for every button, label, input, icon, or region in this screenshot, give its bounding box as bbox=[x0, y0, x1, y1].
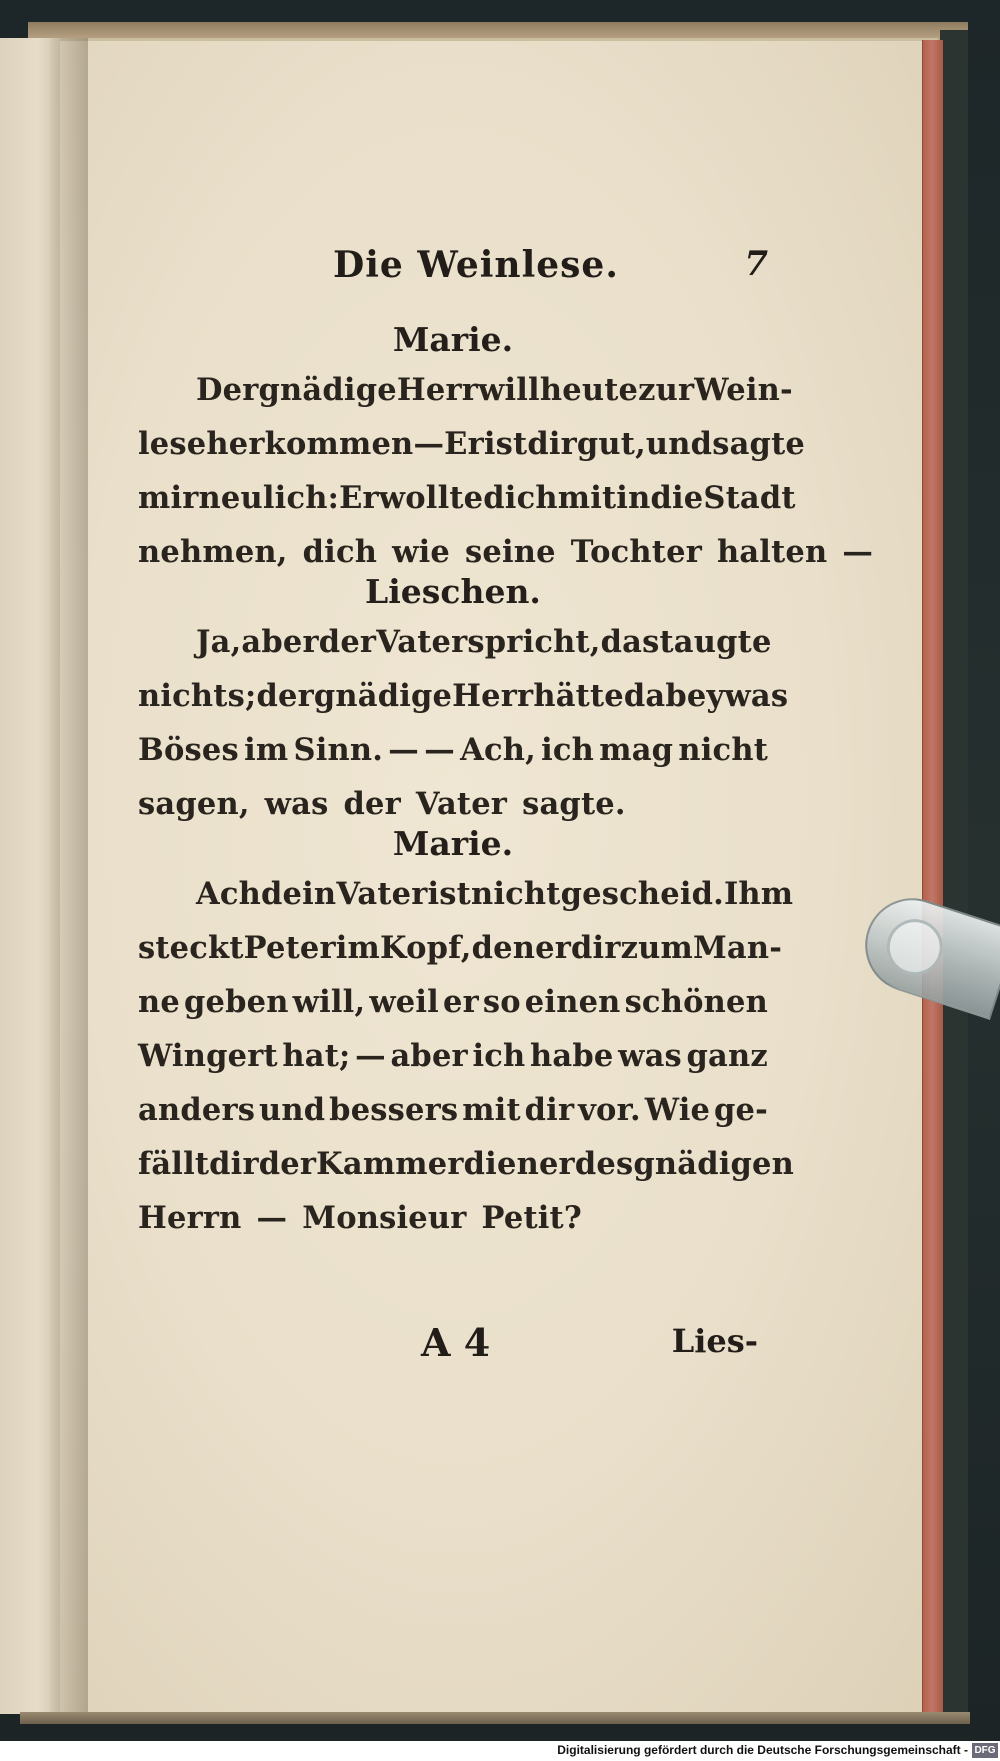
word: was bbox=[264, 786, 329, 822]
word: ganz bbox=[686, 1038, 768, 1074]
word: gnädige bbox=[258, 372, 397, 408]
word: Kopf, bbox=[380, 930, 472, 966]
word: will, bbox=[292, 984, 366, 1020]
word: was bbox=[618, 1038, 682, 1074]
word: ist bbox=[427, 876, 471, 912]
word: spricht, bbox=[467, 624, 601, 660]
word: des bbox=[574, 1146, 634, 1182]
text-line bbox=[138, 732, 768, 768]
word: herkommen bbox=[206, 426, 414, 462]
word: aber bbox=[241, 624, 319, 660]
word: mag bbox=[599, 732, 674, 768]
word: — bbox=[424, 732, 455, 768]
word: sagte. bbox=[522, 786, 626, 822]
word: gnädigen bbox=[633, 1146, 795, 1182]
gutter-shadow bbox=[50, 38, 88, 1714]
text-line bbox=[138, 1038, 768, 1074]
word: gnädige bbox=[313, 678, 453, 714]
word: den bbox=[471, 930, 536, 966]
word: der bbox=[256, 678, 314, 714]
word: — bbox=[413, 426, 445, 462]
text-line bbox=[138, 480, 796, 516]
text-line bbox=[196, 624, 772, 660]
word: Ach bbox=[196, 876, 262, 912]
word: Wein- bbox=[694, 372, 793, 408]
word: seine bbox=[464, 534, 556, 570]
word: Wingert bbox=[138, 1038, 278, 1074]
word: mit bbox=[557, 480, 617, 516]
word: er bbox=[535, 930, 571, 966]
text-line bbox=[138, 426, 805, 462]
word: und bbox=[645, 426, 713, 462]
word: die bbox=[650, 480, 704, 516]
word: — bbox=[388, 732, 419, 768]
text-line bbox=[138, 1146, 795, 1182]
word: halten bbox=[716, 534, 828, 570]
word: Petit? bbox=[481, 1200, 582, 1236]
word: nichts; bbox=[138, 678, 257, 714]
book-cover-right-edge bbox=[940, 30, 968, 1720]
running-title: Die Weinlese. bbox=[333, 244, 619, 286]
word: Vater bbox=[376, 624, 468, 660]
word: dein bbox=[261, 876, 337, 912]
word: er bbox=[442, 984, 479, 1020]
word: Tochter bbox=[570, 534, 702, 570]
word: dir bbox=[524, 1092, 575, 1128]
word: Herr bbox=[396, 372, 479, 408]
word: Er bbox=[339, 480, 379, 516]
word: Wie bbox=[644, 1092, 711, 1128]
word: Ja, bbox=[196, 624, 242, 660]
word: gescheid. bbox=[560, 876, 724, 912]
word: der bbox=[258, 1146, 317, 1182]
word: aber bbox=[390, 1038, 468, 1074]
word: gut, bbox=[576, 426, 646, 462]
word: Böses bbox=[138, 732, 239, 768]
dfg-logo: DFG bbox=[972, 1743, 998, 1758]
text-line bbox=[196, 372, 793, 408]
word: — bbox=[256, 1200, 288, 1236]
word: mit bbox=[462, 1092, 521, 1128]
word: Ach, bbox=[460, 732, 536, 768]
word: Sinn. bbox=[293, 732, 384, 768]
word: Kammerdiener bbox=[316, 1146, 575, 1182]
word: hat; bbox=[282, 1038, 351, 1074]
word: ne bbox=[138, 984, 180, 1020]
page-clip-ring bbox=[879, 912, 950, 983]
word: — bbox=[355, 1038, 386, 1074]
word: Stadt bbox=[703, 480, 796, 516]
word: im bbox=[335, 930, 381, 966]
word: ich bbox=[541, 732, 595, 768]
word: einen bbox=[524, 984, 621, 1020]
word: nehmen, bbox=[138, 534, 288, 570]
word: Vater bbox=[336, 876, 428, 912]
word: bessers bbox=[329, 1092, 459, 1128]
running-head bbox=[138, 244, 768, 292]
speaker-name: Lieschen. bbox=[365, 572, 541, 611]
word: wie bbox=[392, 534, 450, 570]
word: Er bbox=[444, 426, 484, 462]
signature-mark: A 4 bbox=[421, 1320, 491, 1365]
word: zur bbox=[638, 372, 695, 408]
word: und bbox=[259, 1092, 326, 1128]
word: das bbox=[600, 624, 660, 660]
word: steckt bbox=[138, 930, 244, 966]
text-line bbox=[138, 984, 768, 1020]
word: der bbox=[318, 624, 377, 660]
text-line bbox=[138, 678, 789, 714]
word: Herr bbox=[452, 678, 534, 714]
word: will bbox=[478, 372, 540, 408]
speaker-name: Marie. bbox=[392, 824, 514, 863]
word: wollte bbox=[378, 480, 484, 516]
word: ich bbox=[472, 1038, 526, 1074]
word: der bbox=[343, 786, 401, 822]
text-line bbox=[138, 786, 768, 822]
word: Ihm bbox=[723, 876, 794, 912]
word: dir bbox=[571, 930, 621, 966]
word: habe bbox=[530, 1038, 614, 1074]
word: so bbox=[482, 984, 521, 1020]
word: lese bbox=[138, 426, 207, 462]
word: Herrn bbox=[138, 1200, 242, 1236]
word: Vater bbox=[415, 786, 508, 822]
book-cover-bottom-edge bbox=[20, 1712, 970, 1724]
word: neulich: bbox=[198, 480, 340, 516]
text-line bbox=[196, 876, 794, 912]
word: was bbox=[724, 678, 789, 714]
word: Man- bbox=[692, 930, 783, 966]
word: weil bbox=[369, 984, 439, 1020]
word: schönen bbox=[624, 984, 768, 1020]
word: dir bbox=[209, 1146, 259, 1182]
word: geben bbox=[184, 984, 289, 1020]
text-line bbox=[138, 534, 874, 570]
word: Der bbox=[196, 372, 259, 408]
word: im bbox=[244, 732, 289, 768]
word: mir bbox=[138, 480, 199, 516]
scan-credit-text: Digitalisierung gefördert durch die Deutsche Forschungsgemeinschaft - bbox=[557, 1743, 968, 1757]
word: Monsieur bbox=[302, 1200, 467, 1236]
red-page-edge bbox=[922, 40, 943, 1712]
word: ist bbox=[483, 426, 528, 462]
word: nicht bbox=[678, 732, 768, 768]
word: — bbox=[842, 534, 874, 570]
word: Peter bbox=[243, 930, 336, 966]
text-line bbox=[138, 1092, 768, 1128]
word: dich bbox=[483, 480, 558, 516]
text-line bbox=[138, 1200, 768, 1236]
word: ge- bbox=[713, 1092, 768, 1128]
word: taugte bbox=[659, 624, 772, 660]
page-number: 7 bbox=[744, 244, 768, 284]
word: dabey bbox=[623, 678, 725, 714]
word: heute bbox=[539, 372, 639, 408]
word: nicht bbox=[470, 876, 561, 912]
word: vor. bbox=[578, 1092, 641, 1128]
word: in bbox=[616, 480, 651, 516]
word: dich bbox=[302, 534, 378, 570]
catchword: Lies- bbox=[671, 1322, 758, 1360]
text-line bbox=[138, 930, 783, 966]
word: sagte bbox=[712, 426, 805, 462]
word: dir bbox=[527, 426, 577, 462]
word: anders bbox=[138, 1092, 256, 1128]
word: sagen, bbox=[138, 786, 250, 822]
speaker-name: Marie. bbox=[392, 320, 514, 359]
word: fällt bbox=[138, 1146, 210, 1182]
word: hätte bbox=[533, 678, 624, 714]
word: zum bbox=[620, 930, 693, 966]
